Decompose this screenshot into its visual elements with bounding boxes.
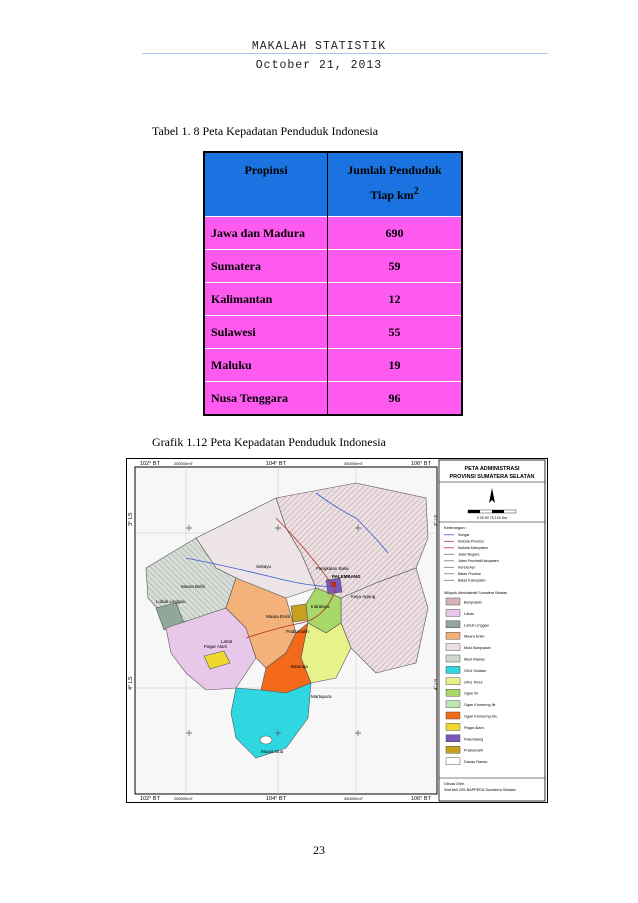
- legend-area-swatch: [446, 655, 460, 662]
- legend-area-label: OKU Selatan: [464, 668, 487, 673]
- column-header-population-line2: Tiap km: [370, 188, 414, 202]
- place-label: Martapura: [311, 694, 332, 699]
- legend-area-label: Lahat: [464, 611, 474, 616]
- province-cell: Sumatera: [204, 250, 328, 283]
- lon-label-bottom-right: 106° BT: [411, 796, 431, 802]
- legend-symbol-label: Sungai: [458, 533, 470, 537]
- column-header-population-line1: Jumlah Penduduk: [347, 163, 442, 177]
- province-cell: Maluku: [204, 349, 328, 382]
- header-date: October 21, 2013: [255, 59, 383, 72]
- grid-label-top-1: 250000mT: [174, 461, 194, 466]
- region-prabumulih: [291, 604, 308, 622]
- legend-area-label: Pagar Alam: [464, 725, 484, 730]
- density-value-cell: 690: [328, 217, 463, 250]
- table-row: [204, 283, 462, 316]
- legend-area-swatch: [446, 746, 460, 753]
- legend-area-label: Ogan Ilir: [464, 691, 479, 696]
- legend-area-swatch: [446, 701, 460, 708]
- legend-area-swatch: [446, 758, 460, 765]
- legend-area-label: Palembang: [464, 737, 484, 742]
- credit-line2: Staf Ahli GIS BAPPEDA Sumatera Selatan: [444, 788, 516, 792]
- place-label: Pangkalan Balai: [316, 566, 349, 571]
- map-title-line2: PROVINSI SUMATERA SELATAN: [449, 474, 535, 480]
- legend-area-label: Banyuasin: [464, 600, 482, 605]
- legend-area-swatch: [446, 632, 460, 639]
- place-label: Lahat: [221, 639, 233, 644]
- legend-area-title: Wilayah Administratif Sumatera Selatan: [444, 591, 508, 595]
- province-cell: Kalimantan: [204, 283, 328, 316]
- place-label: Lubuk Linggau: [156, 599, 186, 604]
- density-table: [203, 151, 463, 416]
- superscript-2: 2: [413, 186, 419, 197]
- lat-label-right-1: 3° LS: [433, 514, 438, 526]
- legend-area-swatch: [446, 666, 460, 673]
- lon-label-bottom-left: 102° BT: [140, 796, 160, 802]
- table-body: [204, 217, 462, 416]
- legend-area-label: Danau Ranau: [464, 760, 488, 765]
- scale-label: 0 25 50 75 100 Km: [476, 516, 508, 520]
- lat-label-left-2: 4° LS: [128, 676, 134, 690]
- legend-area-swatch: [446, 723, 460, 730]
- table-row: [204, 349, 462, 382]
- credit-line1: Dibuat Oleh :: [444, 782, 467, 786]
- legend-area-label: Lubuk Linggau: [464, 623, 489, 628]
- legend-symbol-label: Ibukota Provinsi: [458, 539, 484, 544]
- table-row: [204, 316, 462, 349]
- column-header-province: Propinsi: [204, 152, 328, 217]
- lon-label-top-right: 106° BT: [411, 461, 431, 467]
- legend-symbol-label: Batas Provinsi: [458, 572, 481, 576]
- place-label: Sekayu: [256, 564, 272, 569]
- header-title: MAKALAH STATISTIK: [251, 40, 387, 53]
- legend-area-swatch: [446, 609, 460, 616]
- legend-area-swatch: [446, 644, 460, 651]
- density-value-cell: 55: [328, 316, 463, 349]
- table-row: [204, 382, 462, 416]
- capital-marker: [331, 582, 336, 587]
- province-cell: Jawa dan Madura: [204, 217, 328, 250]
- legend-symbol-label: Batas Kabupaten: [458, 578, 486, 583]
- province-cell: Sulawesi: [204, 316, 328, 349]
- sumsel-admin-map: [126, 458, 548, 803]
- density-value-cell: 19: [328, 349, 463, 382]
- legend-area-label: OKU Timur: [464, 680, 483, 685]
- legend-area-swatch: [446, 678, 460, 685]
- legend-area-label: Ogan Komering Ilir: [464, 703, 496, 708]
- table-row: [204, 250, 462, 283]
- lon-label-top-left: 102° BT: [140, 461, 160, 467]
- place-label: Muara Beliti: [181, 584, 205, 589]
- density-value-cell: 12: [328, 283, 463, 316]
- table-row: [204, 217, 462, 250]
- legend-area-label: Musi Rawas: [464, 657, 485, 662]
- legend-area-label: Prabumulih: [464, 748, 484, 753]
- legend-symbol-label: Jalan Negara: [458, 552, 480, 557]
- legend-area-swatch: [446, 689, 460, 696]
- lon-label-top-mid: 104° BT: [266, 461, 286, 467]
- density-value-cell: 59: [328, 250, 463, 283]
- lat-label-right-2: 4° LS: [433, 678, 438, 690]
- place-label: Muara Enim: [266, 614, 291, 619]
- legend-area-label: Ogan Komering Ulu: [464, 714, 498, 719]
- place-label: Kayu Agung: [351, 594, 376, 599]
- map-title-line1: PETA ADMINISTRASI: [464, 466, 520, 472]
- page-number: 23: [313, 843, 325, 857]
- legend-area-label: Musi Banyuasin: [464, 646, 491, 651]
- danau-ranau: [260, 736, 272, 744]
- grid-label-top-2: 350000mT: [344, 461, 364, 466]
- legend-symbol-label: Jalan Provinsi/Kabupaten: [458, 559, 499, 563]
- table-caption: Tabel 1. 8 Peta Kepadatan Penduduk Indonesia: [152, 124, 379, 138]
- legend-area-swatch: [446, 735, 460, 742]
- place-label: Prabumulih: [286, 629, 309, 634]
- place-label: Pagar Alam: [204, 644, 228, 649]
- province-cell: Nusa Tenggara: [204, 382, 328, 416]
- grid-label-bottom-1: 250000mT: [174, 796, 194, 801]
- place-label: PALEMBANG: [332, 574, 361, 579]
- legend-symbol-label: Ibukota Kabupaten: [458, 546, 489, 550]
- density-value-cell: 96: [328, 382, 463, 416]
- lon-label-bottom-mid: 104° BT: [266, 796, 286, 802]
- legend-area-swatch: [446, 621, 460, 628]
- place-label: Indralaya: [311, 604, 330, 609]
- map-caption: Grafik 1.12 Peta Kepadatan Penduduk Indonesia: [152, 435, 386, 449]
- legend-area-swatch: [446, 598, 460, 605]
- place-label: Baturaja: [291, 664, 308, 669]
- table-header-row: [204, 152, 462, 217]
- header-divider: [142, 53, 548, 54]
- legend-symbol-label: Kereta Api: [458, 565, 475, 570]
- column-header-population: [328, 152, 463, 217]
- legend-title: Keterangan :: [444, 525, 467, 530]
- legend-area-label: Muara Enim: [464, 634, 485, 639]
- lat-label-left-1: 3° LS: [128, 512, 134, 526]
- place-label: Muara Dua: [261, 749, 284, 754]
- legend-area-swatch: [446, 712, 460, 719]
- grid-label-bottom-2: 350000mT: [344, 796, 364, 801]
